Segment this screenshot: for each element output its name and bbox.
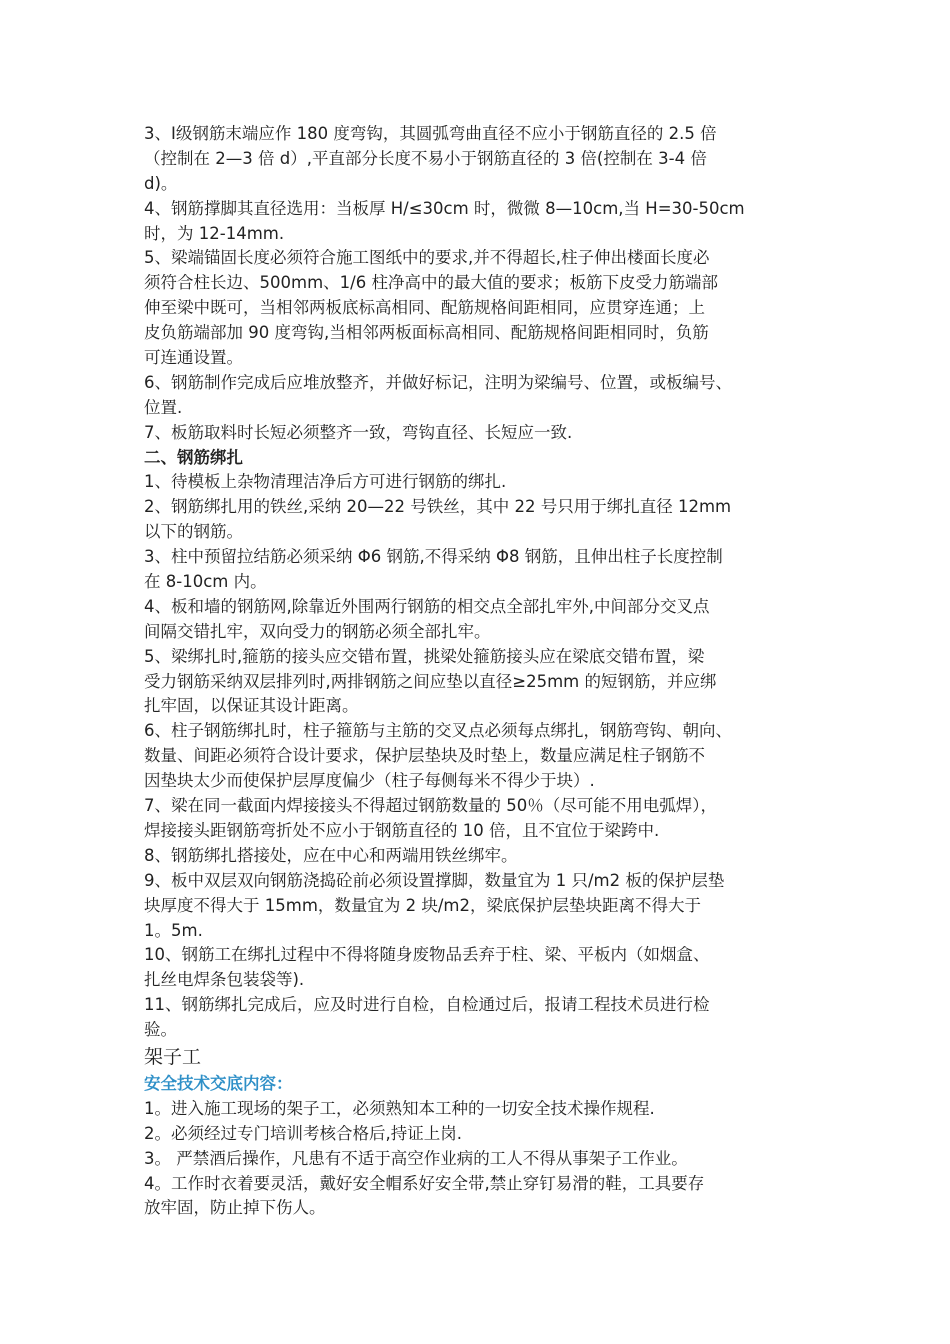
- text-line: 7、板筋取料时长短必须整齐一致，弯钩直径、长短应一致.: [144, 422, 573, 442]
- section-title: 架子工: [144, 1045, 202, 1068]
- text-line: 2、钢筋绑扎用的铁丝,采纳 20—22 号铁丝，其中 22 号只用于绑扎直径 12mm: [144, 497, 732, 517]
- text-line: 4、板和墙的钢筋网,除靠近外围两行钢筋的相交点全部扎牢外,中间部分交叉点: [144, 596, 710, 616]
- text-line: 11、钢筋绑扎完成后，应及时进行自检，自检通过后，报请工程技术员进行检: [144, 995, 710, 1015]
- text-line: 因垫块太少而使保护层厚度偏少（柱子每侧每米不得少于块）.: [144, 771, 595, 791]
- section-heading: 二、钢筋绑扎: [144, 447, 243, 467]
- text-line: 验。: [144, 1020, 177, 1040]
- text-line: 受力钢筋采纳双层排列时,两排钢筋之间应垫以直径≥25mm 的短钢筋，并应绑: [144, 671, 717, 691]
- text-line: 块厚度不得大于 15mm，数量宜为 2 块/m2，梁底保护层垫块距离不得大于: [144, 895, 702, 915]
- text-line: 3。 严禁酒后操作，凡患有不适于高空作业病的工人不得从事架子工作业。: [144, 1148, 688, 1168]
- text-line: 6、钢筋制作完成后应堆放整齐，并做好标记，注明为梁编号、位置，或板编号、: [144, 372, 732, 392]
- text-line: 6、柱子钢筋绑扎时，柱子箍筋与主筋的交叉点必须每点绑扎，钢筋弯钩、朝向、: [144, 721, 732, 741]
- text-line: 8、钢筋绑扎搭接处，应在中心和两端用铁丝绑牢。: [144, 845, 518, 865]
- text-line: 5、梁端锚固长度必须符合施工图纸中的要求,并不得超长,柱子伸出楼面长度必: [144, 248, 710, 268]
- subsection-heading: 安全技术交底内容：: [144, 1073, 293, 1093]
- text-line: d)。: [144, 173, 178, 193]
- text-line: 7、梁在同一截面内焊接接头不得超过钢筋数量的 50％（尽可能不用电弧焊），: [144, 796, 717, 816]
- text-line: 可连通设置。: [144, 348, 243, 368]
- text-line: 2。必须经过专门培训考核合格后,持证上岗.: [144, 1123, 462, 1143]
- text-line: 皮负筋端部加 90 度弯钩,当相邻两板面标高相同、配筋规格间距相同时，负筋: [144, 323, 709, 343]
- text-line: 9、板中双层双向钢筋浇捣砼前必须设置撑脚，数量宜为 1 只/m2 板的保护层垫: [144, 870, 725, 890]
- document-body: [144, 122, 816, 1221]
- text-line: 5、梁绑扎时,箍筋的接头应交错布置，挑梁处箍筋接头应在梁底交错布置，梁: [144, 646, 705, 666]
- text-line: 间隔交错扎牢，双向受力的钢筋必须全部扎牢。: [144, 621, 491, 641]
- text-line: 3、柱中预留拉结筋必须采纳 Φ6 钢筋,不得采纳 Φ8 钢筋，且伸出柱子长度控制: [144, 547, 723, 567]
- text-line: 扎丝电焊条包装袋等).: [144, 970, 305, 990]
- text-line: 扎牢固，以保证其设计距离。: [144, 696, 359, 716]
- text-line: 1。5m.: [144, 920, 203, 940]
- text-line: 须符合柱长边、500mm、1/6 柱净高中的最大值的要求；板筋下皮受力筋端部: [144, 273, 718, 293]
- text-line: 以下的钢筋。: [144, 522, 243, 542]
- text-line: 时，为 12-14mm.: [144, 223, 285, 243]
- text-line: 在 8-10cm 内。: [144, 572, 267, 592]
- text-line: 位置.: [144, 397, 183, 417]
- text-line: 4。工作时衣着要灵活，戴好安全帽系好安全带,禁止穿钉易滑的鞋，工具要存: [144, 1173, 705, 1193]
- text-line: 3、Ⅰ级钢筋末端应作 180 度弯钩，其圆弧弯曲直径不应小于钢筋直径的 2.5 倍: [144, 124, 717, 143]
- text-line: 数量、间距必须符合设计要求，保护层垫块及时垫上，数量应满足柱子钢筋不: [144, 746, 705, 766]
- text-line: 4、钢筋撑脚其直径选用：当板厚 H/≤30cm 时，微微 8—10cm,当 H=30-50cm: [144, 198, 745, 218]
- text-line: 伸至梁中既可，当相邻两板底标高相同、配筋规格间距相同，应贯穿连通；上: [144, 298, 705, 318]
- text-line: 焊接接头距钢筋弯折处不应小于钢筋直径的 10 倍，且不宜位于梁跨中.: [144, 820, 660, 840]
- text-line: 放牢固，防止掉下伤人。: [144, 1198, 326, 1218]
- text-line: 1、待模板上杂物清理洁净后方可进行钢筋的绑扎.: [144, 472, 507, 492]
- text-line: 10、钢筋工在绑扎过程中不得将随身废物品丢弃于柱、梁、平板内（如烟盒、: [144, 945, 710, 965]
- text-line: （控制在 2—3 倍 d）,平直部分长度不易小于钢筋直径的 3 倍(控制在 3-4 倍: [144, 148, 707, 168]
- text-line: 1。进入施工现场的架子工，必须熟知本工种的一切安全技术操作规程.: [144, 1098, 655, 1118]
